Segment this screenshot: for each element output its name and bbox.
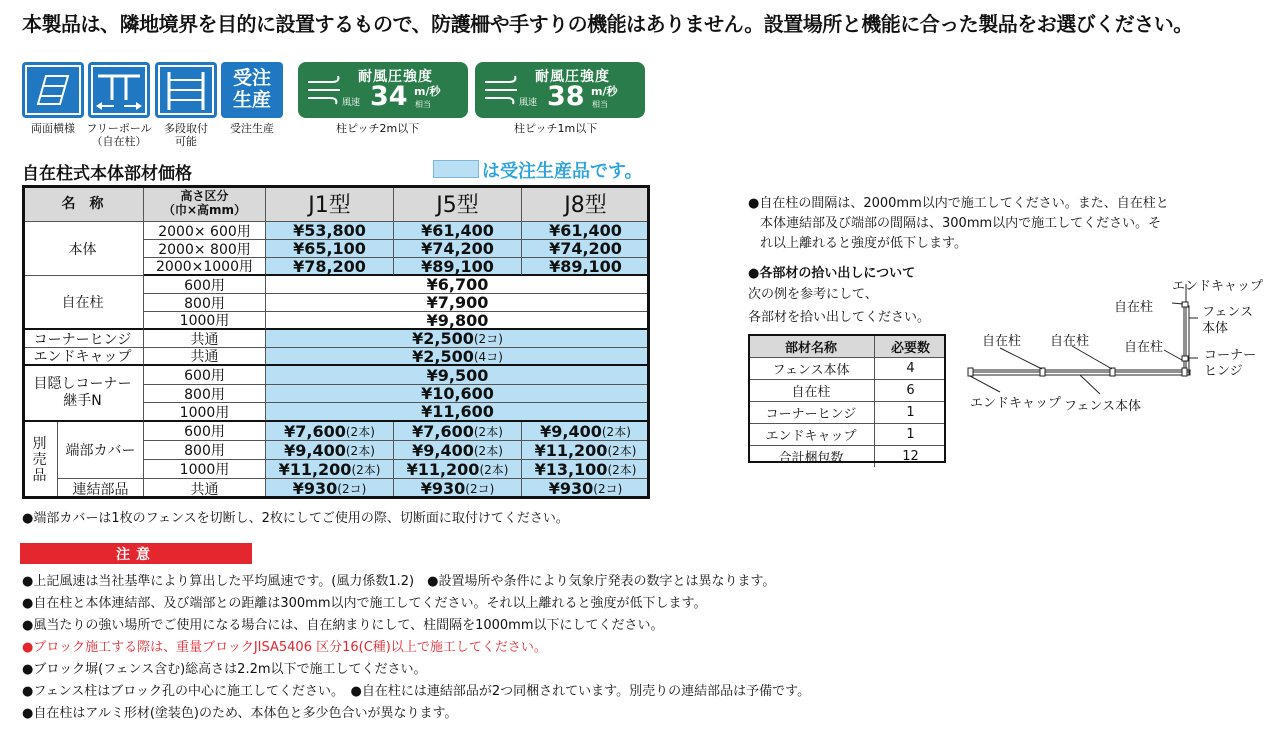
row-label-joint: 連結部品 xyxy=(58,479,144,499)
price-table xyxy=(22,185,650,499)
post-price: ¥7,900 xyxy=(266,294,650,312)
wind-unit: m/秒 xyxy=(414,85,441,98)
cover-qty: (2本) xyxy=(345,424,375,439)
body-price-j1: ¥53,800 xyxy=(266,222,394,240)
cover-qty: (2本) xyxy=(351,462,381,477)
cover-qty: (2本) xyxy=(607,462,637,477)
cover-size: 800用 xyxy=(144,441,266,460)
endcap-price-cell xyxy=(266,348,650,366)
wind-title: 耐風圧強度 xyxy=(358,69,433,85)
count-item-name: フェンス本体 xyxy=(748,358,875,379)
screen-price: ¥11,600 xyxy=(266,403,650,422)
pickup-line: 各部材を拾い出してください。 xyxy=(748,310,931,325)
wind-suffix: 相当 xyxy=(592,100,608,109)
cover-price-j1: ¥11,200 xyxy=(278,460,352,479)
wind-label-38: 柱ピッチ1m以下 xyxy=(514,122,598,135)
body-price-j5: ¥74,200 xyxy=(394,240,522,258)
wind-prefix: 風速 xyxy=(342,98,361,108)
diagram-label-post-left: 自在柱 xyxy=(982,334,1022,349)
screen-size: 600用 xyxy=(144,366,266,385)
count-header-name: 部材名称 xyxy=(748,336,875,357)
screen-size: 1000用 xyxy=(144,403,266,422)
joint-size: 共通 xyxy=(144,479,266,499)
headline: 本製品は、隣地境界を目的に設置するもので、防護柵や手すりの機能はありません。設置場所と機能に合った製品をお選びください。 xyxy=(22,12,1193,36)
endcap-size: 共通 xyxy=(144,348,266,366)
header-j1: J1型 xyxy=(266,185,394,222)
diagram-label-post-mid: 自在柱 xyxy=(1050,334,1090,349)
right-note-line: 本体連結部及び端部の間隔は、300mm以内で施工してください。そ xyxy=(760,216,1162,231)
cover-price-j8: ¥11,200 xyxy=(534,441,608,460)
header-j5: J5型 xyxy=(394,185,522,222)
cover-price-j8: ¥13,100 xyxy=(534,460,608,479)
corner-qty: (2コ) xyxy=(473,332,503,346)
joint-qty: (2コ) xyxy=(337,482,367,496)
count-item-qty: 1 xyxy=(906,405,915,420)
count-table-border xyxy=(748,334,946,463)
row-label-body: 本体 xyxy=(22,222,144,276)
wind-unit: m/秒 xyxy=(591,85,618,98)
cover-price-j8-cell xyxy=(522,441,650,460)
count-item-qty: 4 xyxy=(906,361,915,376)
joint-price-j5-cell xyxy=(394,479,522,499)
wind-icon xyxy=(306,74,346,106)
right-note-line: れ以上離れると強度が低下します。 xyxy=(760,236,967,251)
body-size: 2000×1000用 xyxy=(144,258,266,276)
wind-suffix: 相当 xyxy=(415,100,431,109)
diagram-label-corner-hinge: コーナー ヒンジ xyxy=(1204,348,1257,379)
screen-size: 800用 xyxy=(144,385,266,403)
cover-size: 600用 xyxy=(144,422,266,441)
post-size: 800用 xyxy=(144,294,266,312)
post-price: ¥6,700 xyxy=(266,276,650,294)
endcap-qty: (4コ) xyxy=(473,349,503,364)
wind-icon xyxy=(483,74,523,106)
cover-price-j5: ¥11,200 xyxy=(406,460,480,479)
wind-prefix: 風速 xyxy=(519,98,538,108)
body-price-j1: ¥65,100 xyxy=(266,240,394,258)
cover-qty: (2本) xyxy=(473,424,503,439)
count-item-name: 自在柱 xyxy=(748,380,875,401)
cover-qty: (2本) xyxy=(473,443,503,458)
wind-value: 38 xyxy=(547,81,585,112)
icon-label-double-sided: 両面横様 xyxy=(31,122,75,135)
made-to-order-icon xyxy=(221,62,283,118)
cover-size: 1000用 xyxy=(144,460,266,479)
right-note-line: ●自在柱の間隔は、2000mm以内で施工してください。また、自在柱と xyxy=(748,196,1169,211)
cover-price-j5: ¥7,600 xyxy=(412,422,474,441)
body-size: 2000× 800用 xyxy=(144,240,266,258)
corner-size: 共通 xyxy=(144,330,266,348)
count-item-name: エンドキャップ xyxy=(748,424,875,445)
cover-price-j1: ¥7,600 xyxy=(284,422,346,441)
post-price: ¥9,800 xyxy=(266,312,650,330)
cover-price-j5-cell xyxy=(394,422,522,441)
wind-title: 耐風圧強度 xyxy=(535,69,610,85)
cover-price-j8: ¥9,400 xyxy=(540,422,602,441)
body-price-j8: ¥74,200 xyxy=(522,240,650,258)
cover-price-j1-cell xyxy=(266,441,394,460)
caution-line: ●フェンス柱はブロック孔の中心に施工してください。 ●自在柱には連結部品が2つ同梱されています。別売りの連結部品は予備です。 xyxy=(22,684,811,699)
cover-price-j8-cell xyxy=(522,422,650,441)
joint-price-j5: ¥930 xyxy=(420,479,466,498)
diagram-label-endcap-top: エンドキャップ xyxy=(1172,279,1264,294)
free-pole-icon xyxy=(88,62,150,118)
pickup-line: 次の例を参考にして、 xyxy=(748,287,878,302)
body-size: 2000× 600用 xyxy=(144,222,266,240)
table-note: ●端部カバーは1枚のフェンスを切断し、2枚にしてご使用の際、切断面に取付けてください。 xyxy=(22,511,569,526)
corner-price: ¥2,500 xyxy=(412,330,474,348)
cover-price-j5-cell xyxy=(394,460,522,479)
caution-title: 注意 xyxy=(20,543,252,564)
body-price-j5: ¥61,400 xyxy=(394,222,522,240)
header-j8: J8型 xyxy=(522,185,650,222)
wind-value: 34 xyxy=(370,81,408,112)
body-price-j8: ¥89,100 xyxy=(522,258,650,276)
multi-stage-icon xyxy=(155,62,217,118)
diagram-label-post-right: 自在柱 xyxy=(1124,340,1164,355)
diagram-label-fence-right: フェンス 本体 xyxy=(1202,305,1253,336)
count-total-qty: 12 xyxy=(902,449,919,464)
caution-line-red: ●ブロック施工する際は、重量ブロックJISA5406 区分16(C種)以上で施工してください。 xyxy=(22,640,547,655)
corner-price-cell xyxy=(266,330,650,348)
icon-label-free-pole: フリーポール （自在柱） xyxy=(86,122,152,148)
icon-label-multi-stage: 多段取付 可能 xyxy=(164,122,208,148)
joint-price-j8: ¥930 xyxy=(548,479,594,498)
row-label-post: 自在柱 xyxy=(22,276,144,330)
joint-qty: (2コ) xyxy=(593,482,623,496)
diagram-label-fence-bottom: フェンス本体 xyxy=(1064,399,1141,414)
body-price-j8: ¥61,400 xyxy=(522,222,650,240)
row-label-separate: 別 売 品 xyxy=(22,422,58,499)
made-to-order-icon-text: 受注 生産 xyxy=(232,67,271,111)
caution-line: ●上記風速は当社基準により算出した平均風速です。(風力係数1.2) ●設置場所や条件により気象庁発表の数字とは異なります。 xyxy=(22,574,776,589)
cover-price-j1-cell xyxy=(266,422,394,441)
cover-price-j8-cell xyxy=(522,460,650,479)
count-item-qty: 1 xyxy=(906,427,915,442)
icon-label-made-to-order: 受注生産 xyxy=(230,122,274,135)
cover-qty: (2本) xyxy=(607,443,637,458)
body-price-j5: ¥89,100 xyxy=(394,258,522,276)
endcap-price: ¥2,500 xyxy=(412,348,474,366)
count-item-name: コーナーヒンジ xyxy=(748,402,875,423)
row-label-end-cover: 端部カバー xyxy=(58,422,144,479)
caution-line: ●自在柱はアルミ形材(塗装色)のため、本体色と多少色合いが異なります。 xyxy=(22,706,458,721)
cover-price-j1: ¥9,400 xyxy=(284,441,346,460)
count-item-qty: 6 xyxy=(906,383,915,398)
post-size: 600用 xyxy=(144,276,266,294)
row-label-corner: コーナーヒンジ xyxy=(22,330,144,348)
joint-qty: (2コ) xyxy=(465,482,495,496)
table-title: 自在柱式本体部材価格 xyxy=(22,164,192,184)
cover-qty: (2本) xyxy=(601,424,631,439)
caution-line: ●自在柱と本体連結部、及び端部との距離は300mm以内で施工してください。それ以上離れると強度が低下します。 xyxy=(22,596,707,611)
header-size: 高さ区分 （巾×高mm） xyxy=(144,185,266,222)
joint-price-j1: ¥930 xyxy=(292,479,338,498)
cover-qty: (2本) xyxy=(479,462,509,477)
cover-price-j5-cell xyxy=(394,441,522,460)
cover-qty: (2本) xyxy=(345,443,375,458)
count-total-name: 合計梱包数 xyxy=(748,446,875,467)
wind-label-34: 柱ピッチ2m以下 xyxy=(336,122,420,135)
row-label-screen-joint: 目隠しコーナー 継手N xyxy=(22,366,144,422)
row-label-endcap: エンドキャップ xyxy=(22,348,144,366)
post-size: 1000用 xyxy=(144,312,266,330)
cover-price-j5: ¥9,400 xyxy=(412,441,474,460)
joint-price-j1-cell xyxy=(266,479,394,499)
body-price-j1: ¥78,200 xyxy=(266,258,394,276)
joint-price-j8-cell xyxy=(522,479,650,499)
screen-price: ¥9,500 xyxy=(266,366,650,385)
legend-text: は受注生産品です。 xyxy=(482,161,643,182)
caution-line: ●ブロック塀(フェンス含む)総高さは2.2m以下で施工してください。 xyxy=(22,662,427,677)
wind-strength-badge-38 xyxy=(475,62,645,118)
diagram-label-post-top: 自在柱 xyxy=(1114,300,1154,315)
wind-strength-badge-34 xyxy=(298,62,468,118)
double-sided-icon xyxy=(22,62,84,118)
legend-swatch xyxy=(433,160,479,178)
count-header-qty: 必要数 xyxy=(890,341,930,356)
header-name: 名 称 xyxy=(22,185,144,222)
caution-line: ●風当たりの強い場所でご使用になる場合には、自在納まりにして、柱間隔を1000mm以下にしてください。 xyxy=(22,618,664,633)
cover-price-j1-cell xyxy=(266,460,394,479)
diagram-label-endcap-bottom: エンドキャップ xyxy=(970,396,1062,411)
screen-price: ¥10,600 xyxy=(266,385,650,403)
pickup-title: ●各部材の拾い出しについて xyxy=(748,266,916,281)
